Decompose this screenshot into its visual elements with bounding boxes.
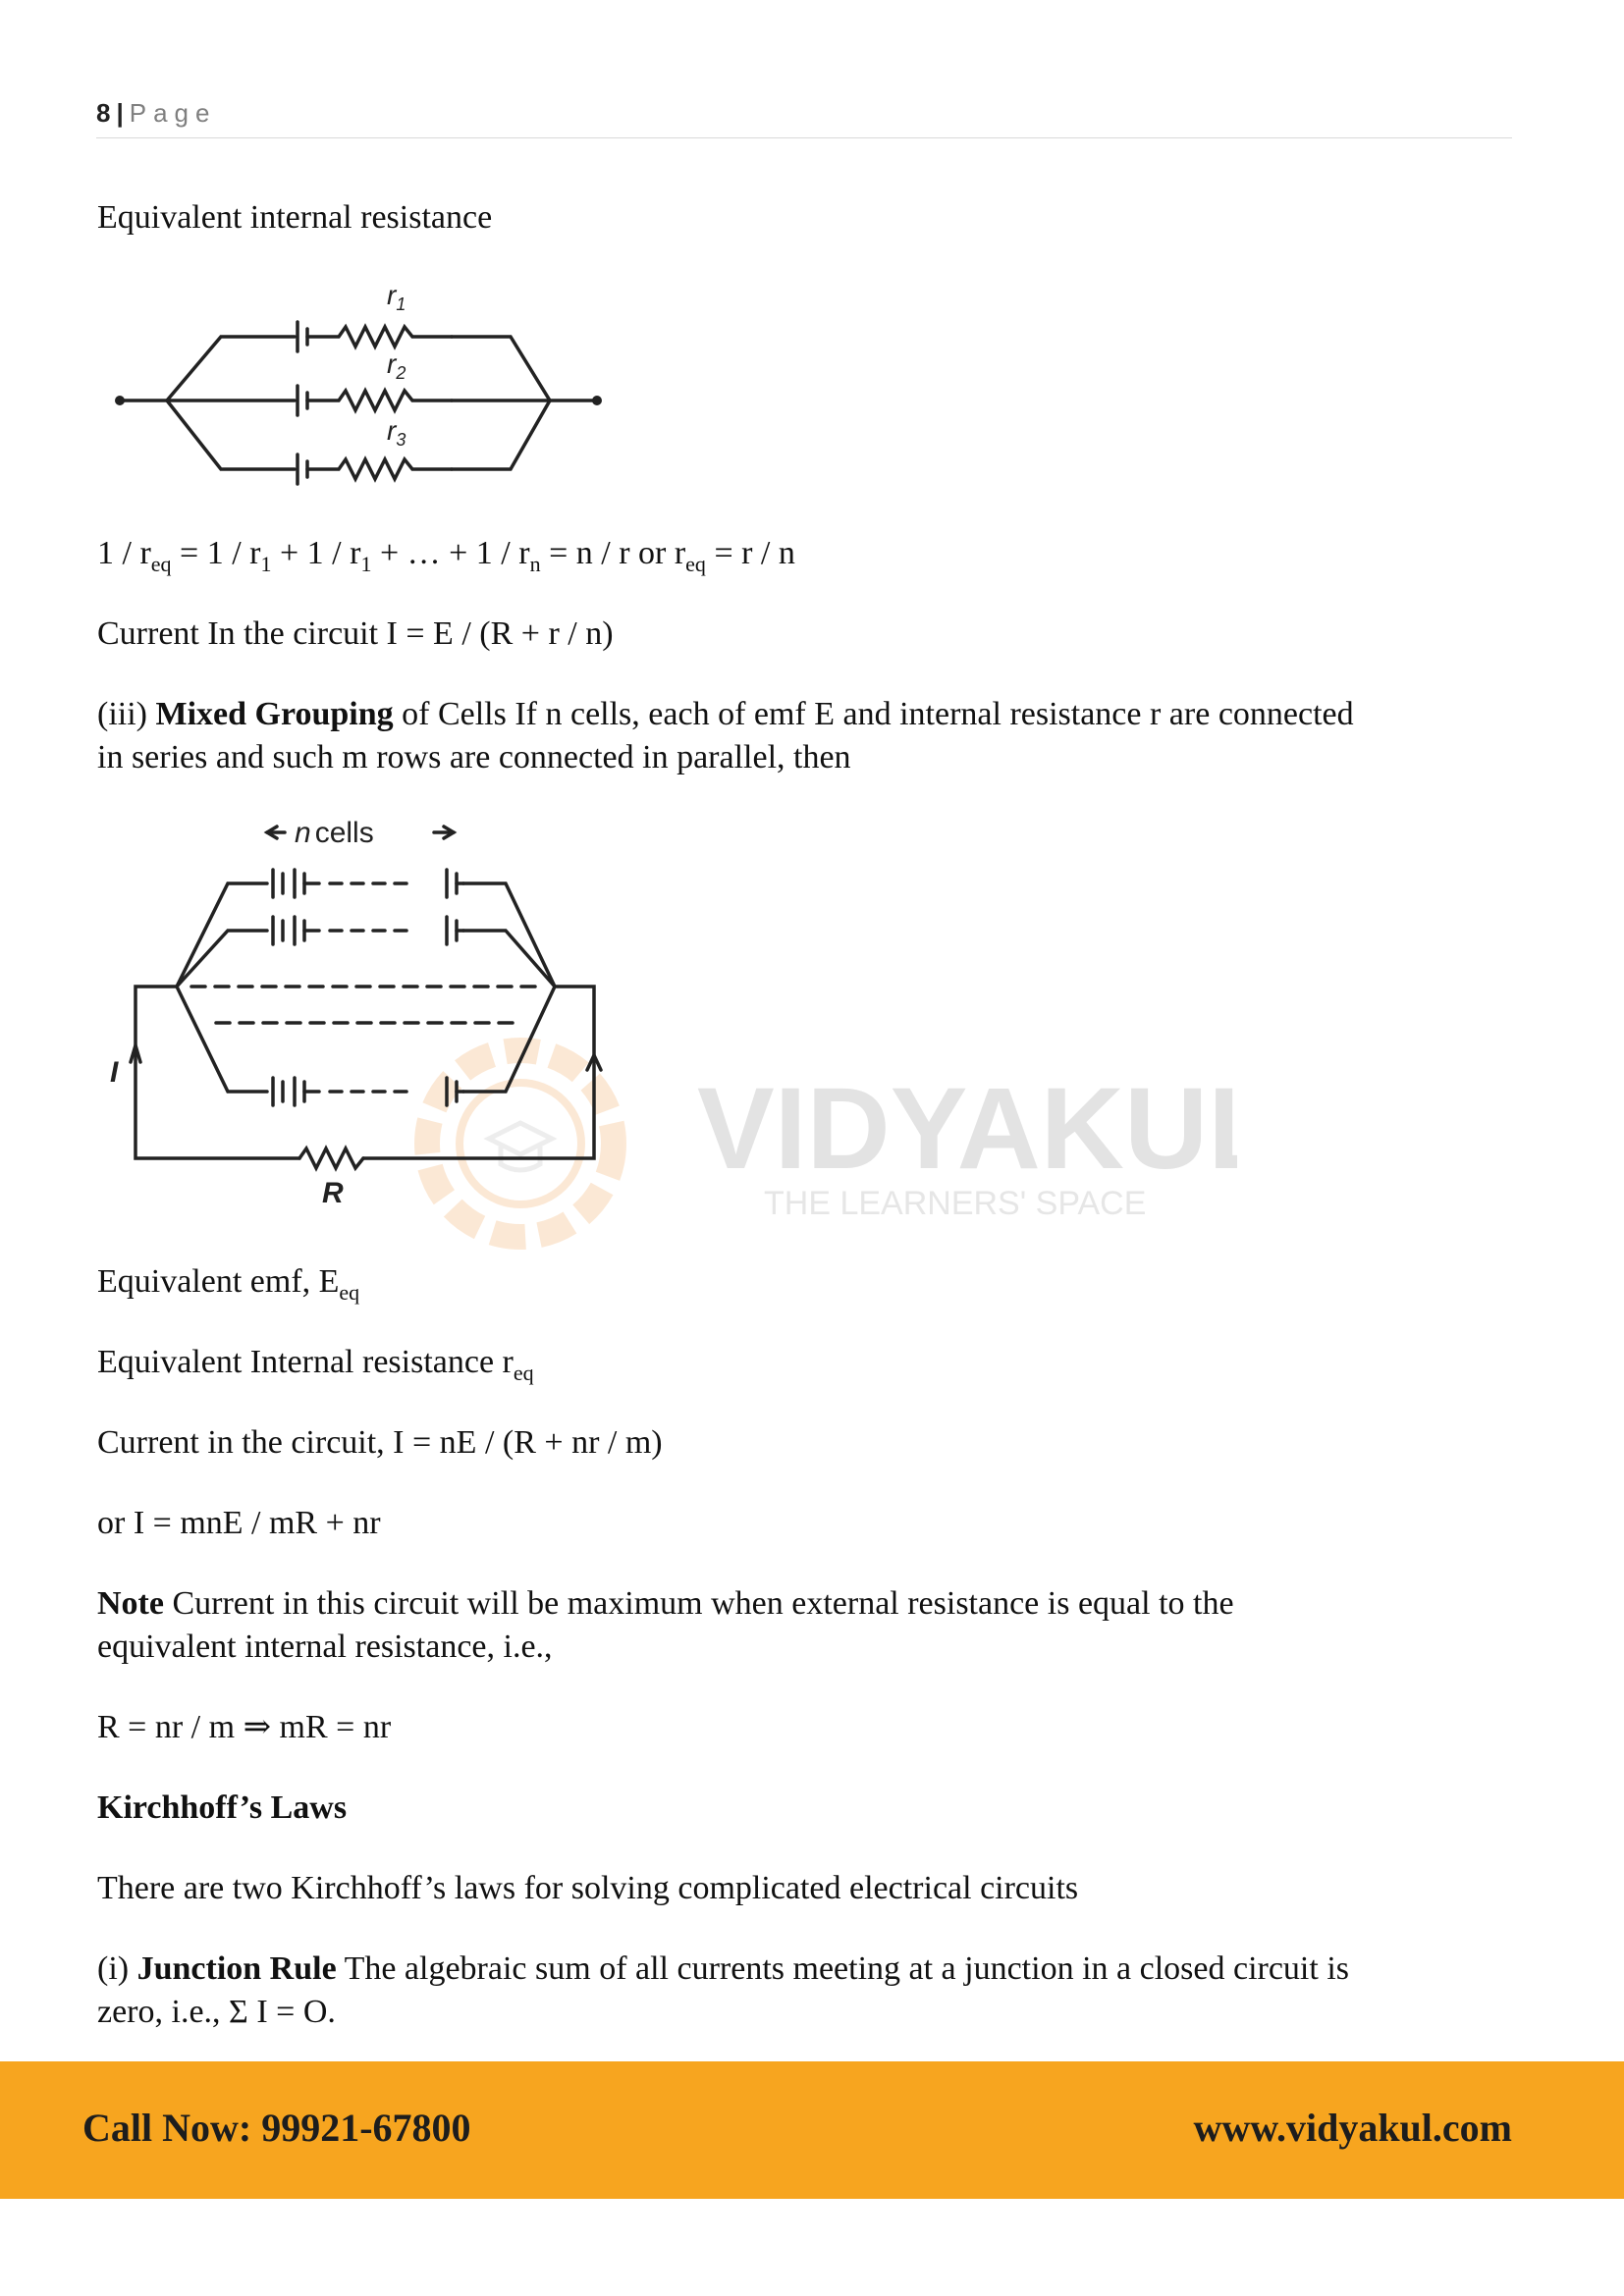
website-link[interactable]: www.vidyakul.com <box>1193 2106 1512 2150</box>
current-mixed-line: Current in the circuit, I = nE / (R + nr / m) <box>97 1424 663 1461</box>
r1-label: r <box>387 280 397 310</box>
svg-text:ncells: n cells <box>295 817 374 849</box>
right-terminal <box>592 396 602 405</box>
current-parallel-line: Current In the circuit I = E / (R + r / n) <box>97 615 614 652</box>
page-number: 8 <box>96 98 111 128</box>
svg-text:r2: $r_2$ <box>387 348 406 383</box>
or-current-line: or I = mnE / mR + nr <box>97 1505 381 1541</box>
equivalent-emf-line: Equivalent emf, $E_{eq}$ <box>97 1263 360 1305</box>
junction-rule-heading: Junction Rule <box>136 1950 337 1987</box>
resistor-r-label: R <box>322 1177 344 1209</box>
note-para-1: Note Current in this circuit will be maximum when external resistance is equal to the <box>97 1585 1234 1622</box>
mixed-grouping-diagram <box>98 805 628 1217</box>
page-word: Page <box>129 98 217 128</box>
current-label: I <box>110 1056 119 1089</box>
junction-rule-para-1: (i) Junction Rule The algebraic sum of all currents meeting at a junction in a closed circuit is <box>97 1950 1349 1987</box>
r2-label: r <box>387 348 397 379</box>
r3-label: r <box>387 415 397 446</box>
watermark-brand: VIDYAKUL <box>697 1064 1237 1194</box>
junction-rule-para-2: zero, i.e., Σ I = O. <box>97 1994 336 2030</box>
parallel-cells-diagram <box>98 273 628 499</box>
watermark-tagline: THE LEARNERS' SPACE <box>764 1185 1147 1222</box>
note-label: Note <box>97 1585 164 1622</box>
n-cells-label: n <box>295 817 311 849</box>
equivalent-internal-resistance-line: Equivalent Internal resistance $r_{eq}$ <box>97 1344 534 1385</box>
left-terminal <box>115 396 125 405</box>
call-now-text: Call Now: 99921-67800 <box>82 2106 471 2150</box>
mixed-grouping-para-1: (iii) Mixed Grouping of Cells If n cells, each of emf E and internal resistance r are connected <box>97 696 1354 732</box>
page-header <box>96 98 1512 138</box>
equivalent-internal-resistance-label: Equivalent internal resistance <box>97 199 493 236</box>
svg-text:r3: $r_3$ <box>387 415 406 450</box>
svg-text:r1: $r_1$ <box>387 280 406 314</box>
kirchhoff-heading: Kirchhoff’s Laws <box>97 1789 348 1826</box>
mixed-grouping-para-2: in series and such m rows are connected in parallel, then <box>97 739 851 775</box>
note-para-2: equivalent internal resistance, i.e., <box>97 1629 553 1665</box>
header-separator: | <box>116 98 124 128</box>
kirchhoff-intro: There are two Kirchhoff’s laws for solving complicated electrical circuits <box>97 1870 1079 1906</box>
r-equals-line: R = nr / m ⇒ mR = nr <box>97 1709 392 1745</box>
parallel-formula: $1 / r_{eq} = 1 / r_1 + 1 / r_1$ + … + $1 / r_n = n / r$ or $r_{eq} = r / n$ <box>97 535 795 576</box>
mixed-grouping-heading: Mixed Grouping <box>155 696 394 732</box>
footer-banner <box>0 2061 1624 2199</box>
